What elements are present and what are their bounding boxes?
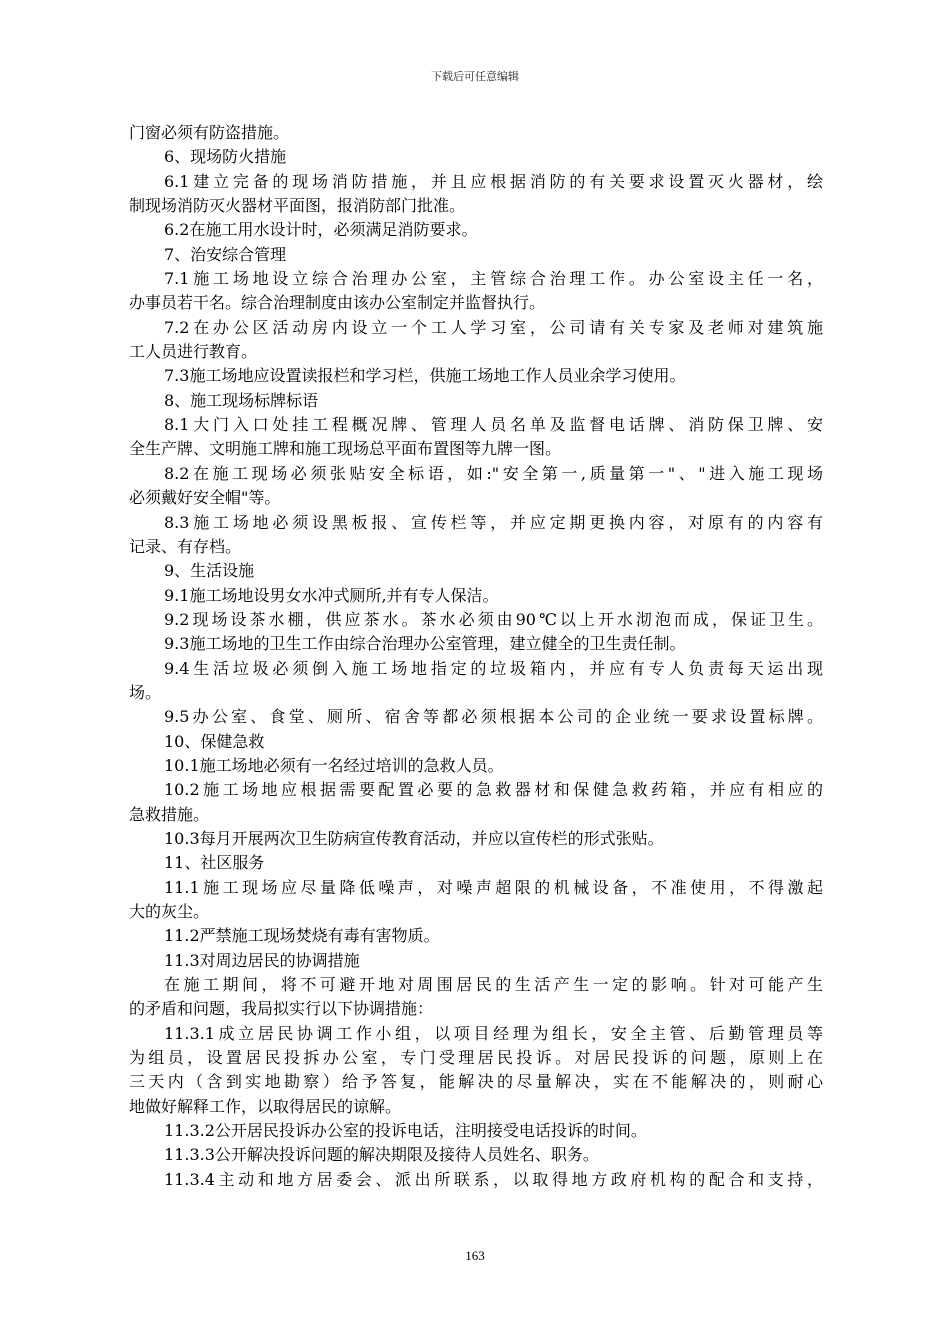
text-line: 6.1建立完备的现场消防措施，并且应根据消防的有关要求设置灭火器材，绘 [164, 171, 823, 191]
text-line: 大的灰尘。 [129, 902, 210, 921]
text-line: 10.1施工场地必须有一名经过培训的急救人员。 [164, 755, 504, 775]
text-line: 11.3对周边居民的协调措施 [164, 950, 360, 970]
text-line: 9.2现场设茶水棚，供应茶水。茶水必须由90℃以上开水沏泡而成，保证卫生。 [164, 609, 823, 629]
text-line: 8.2在施工现场必须张贴安全标语，如:"安全第一,质量第一"、"进入施工现场 [164, 463, 823, 483]
text-line: 10、保健急救 [164, 731, 265, 751]
text-line: 11.1施工现场应尽量降低噪声，对噪声超限的机械设备，不准使用，不得激起 [164, 877, 823, 897]
text-line: 10.3每月开展两次卫生防病宣传教育活动，并应以宣传栏的形式张贴。 [164, 828, 664, 848]
text-line: 工人员进行教育。 [129, 342, 258, 362]
text-line: 9.1施工场地设男女水冲式厕所,并有专人保洁。 [164, 585, 499, 605]
text-line: 11.3.4主动和地方居委会、派出所联系，以取得地方政府机构的配合和支持， [164, 1169, 823, 1189]
text-line: 的矛盾和问题，我局拟实行以下协调措施： [129, 999, 434, 1019]
text-line: 门窗必须有防盗措施。 [129, 123, 290, 142]
text-line: 地做好解释工作，以取得居民的谅解。 [129, 1096, 402, 1116]
text-line: 急救措施。 [129, 804, 210, 824]
text-line: 11.3.3公开解决投诉问题的解决期限及接待人员姓名、职务。 [164, 1145, 599, 1165]
text-line: 6、现场防火措施 [164, 147, 287, 167]
text-line: 11.3.2公开居民投诉办公室的投诉电话，注明接受电话投诉的时间。 [164, 1121, 647, 1141]
text-line: 必须戴好安全帽"等。 [129, 488, 281, 508]
text-line: 10.2施工场地应根据需要配置必要的急救器材和保健急救药箱，并应有相应的 [164, 780, 823, 800]
text-line: 9.3施工场地的卫生工作由综合治理办公室管理，建立健全的卫生责任制。 [164, 634, 686, 654]
text-line: 场。 [129, 682, 162, 702]
text-line: 8、施工现场标牌标语 [164, 390, 319, 410]
header-note: 下载后可任意编辑 [431, 70, 519, 83]
text-line: 11.3.1成立居民协调工作小组，以项目经理为组长，安全主管、后勤管理员等 [164, 1023, 823, 1043]
text-line: 9.5办公室、食堂、厕所、宿舍等都必须根据本公司的企业统一要求设置标牌。 [164, 707, 823, 727]
text-line: 8.1大门入口处挂工程概况牌、管理人员名单及监督电话牌、消防保卫牌、安 [164, 415, 823, 435]
text-line: 7.3施工场地应设置读报栏和学习栏，供施工场地工作人员业余学习使用。 [164, 366, 686, 386]
text-line: 8.3施工场地必须设黑板报、宣传栏等，并应定期更换内容，对原有的内容有 [164, 512, 823, 532]
text-line: 11.2严禁施工现场焚烧有毒有害物质。 [164, 926, 440, 946]
text-line: 办事员若干名。综合治理制度由该办公室制定并监督执行。 [129, 293, 546, 313]
page-number: 163 [465, 1248, 485, 1263]
text-line: 7.1施工场地设立综合治理办公室，主管综合治理工作。办公室设主任一名， [164, 269, 823, 289]
text-line: 9.4生活垃圾必须倒入施工场地指定的垃圾箱内，并应有专人负责每天运出现 [164, 658, 823, 678]
text-line: 11、社区服务 [164, 853, 265, 873]
text-line: 全生产牌、文明施工牌和施工现场总平面布置图等九牌一图。 [129, 439, 562, 459]
text-line: 在施工期间，将不可避开地对周围居民的生活产生一定的影响。针对可能产生 [164, 975, 823, 995]
text-line: 为组员，设置居民投拆办公室，专门受理居民投诉。对居民投诉的问题，原则上在 [129, 1048, 823, 1068]
text-line: 7.2在办公区活动房内设立一个工人学习室，公司请有关专家及老师对建筑施 [164, 317, 823, 337]
text-line: 记录、有存档。 [129, 536, 242, 556]
body-text [129, 121, 823, 1192]
text-line: 制现场消防灭火器材平面图，报消防部门批准。 [129, 196, 466, 216]
text-line: 6.2在施工用水设计时，必须满足消防要求。 [164, 220, 478, 240]
text-line: 三天内（含到实地勘察）给予答复，能解决的尽量解决，实在不能解决的，则耐心 [129, 1072, 823, 1092]
text-line: 9、生活设施 [164, 561, 255, 581]
text-line: 7、治安综合管理 [164, 244, 287, 264]
